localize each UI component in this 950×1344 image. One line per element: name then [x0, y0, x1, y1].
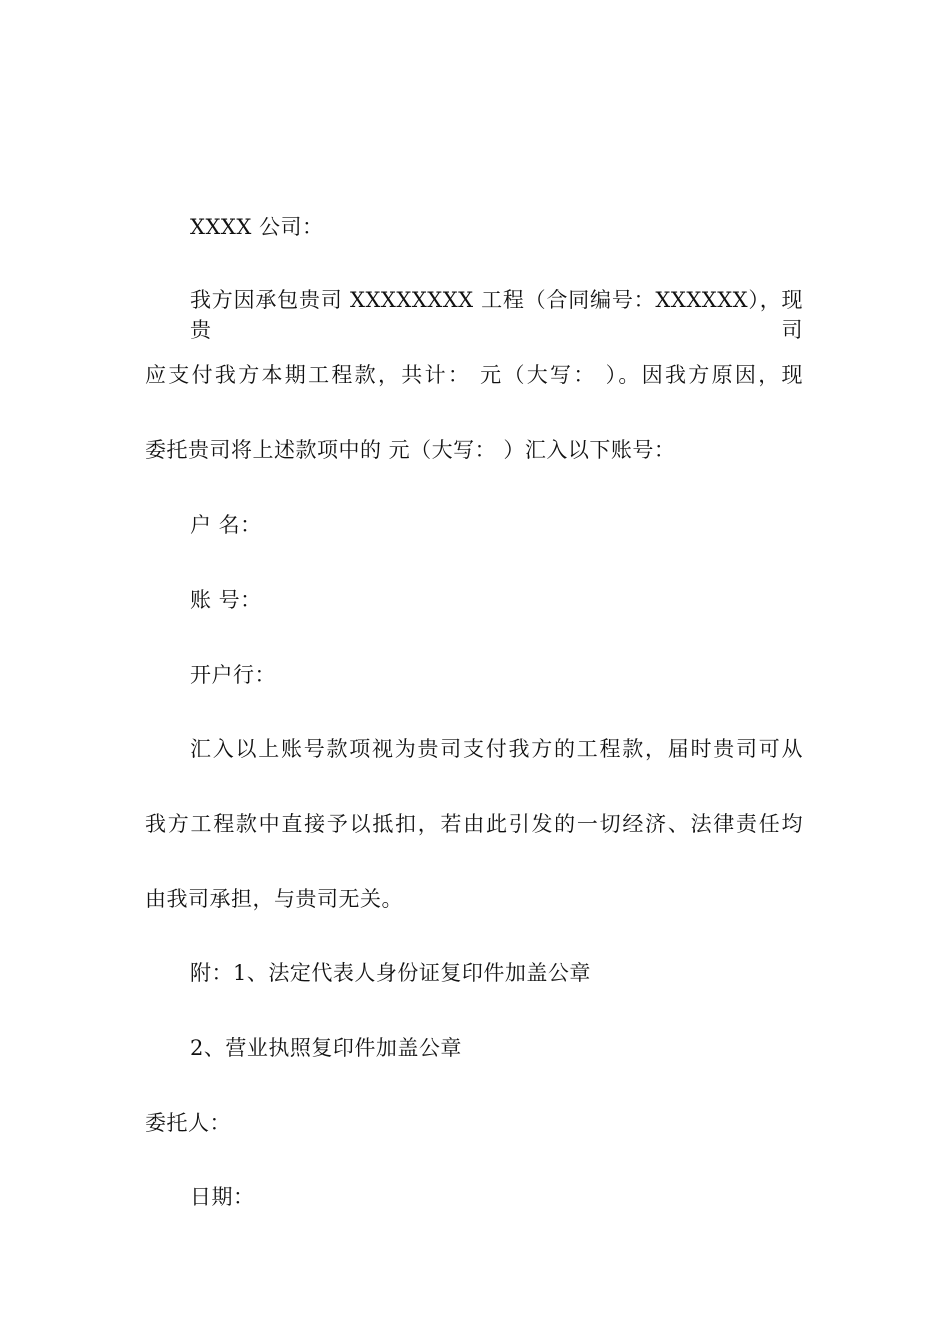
attachment-1: 附：1、法定代表人身份证复印件加盖公章 [190, 961, 591, 985]
principal-label: 委托人： [145, 1111, 231, 1135]
bank-label: 开户行： [190, 663, 276, 687]
attachment-2: 2、营业执照复印件加盖公章 [190, 1036, 462, 1060]
account-name-label: 户 名： [190, 513, 262, 537]
account-number-label: 账 号： [190, 588, 262, 612]
body-line-2: 应支付我方本期工程款，共计： 元（大写： ）。因我方原因，现 [145, 363, 803, 387]
body-line-1: 我方因承包贵司 XXXXXXXX 工程（合同编号：XXXXXX），现贵司 [190, 288, 803, 342]
clause-line-1: 汇入以上账号款项视为贵司支付我方的工程款，届时贵司可从 [190, 737, 803, 761]
clause-line-2: 我方工程款中直接予以抵扣，若由此引发的一切经济、法律责任均 [145, 812, 803, 836]
body-line-3: 委托贵司将上述款项中的 元（大写： ）汇入以下账号： [145, 438, 676, 462]
salutation: XXXX 公司： [190, 215, 324, 239]
clause-line-3: 由我司承担，与贵司无关。 [145, 887, 403, 911]
date-label: 日期： [190, 1185, 255, 1209]
